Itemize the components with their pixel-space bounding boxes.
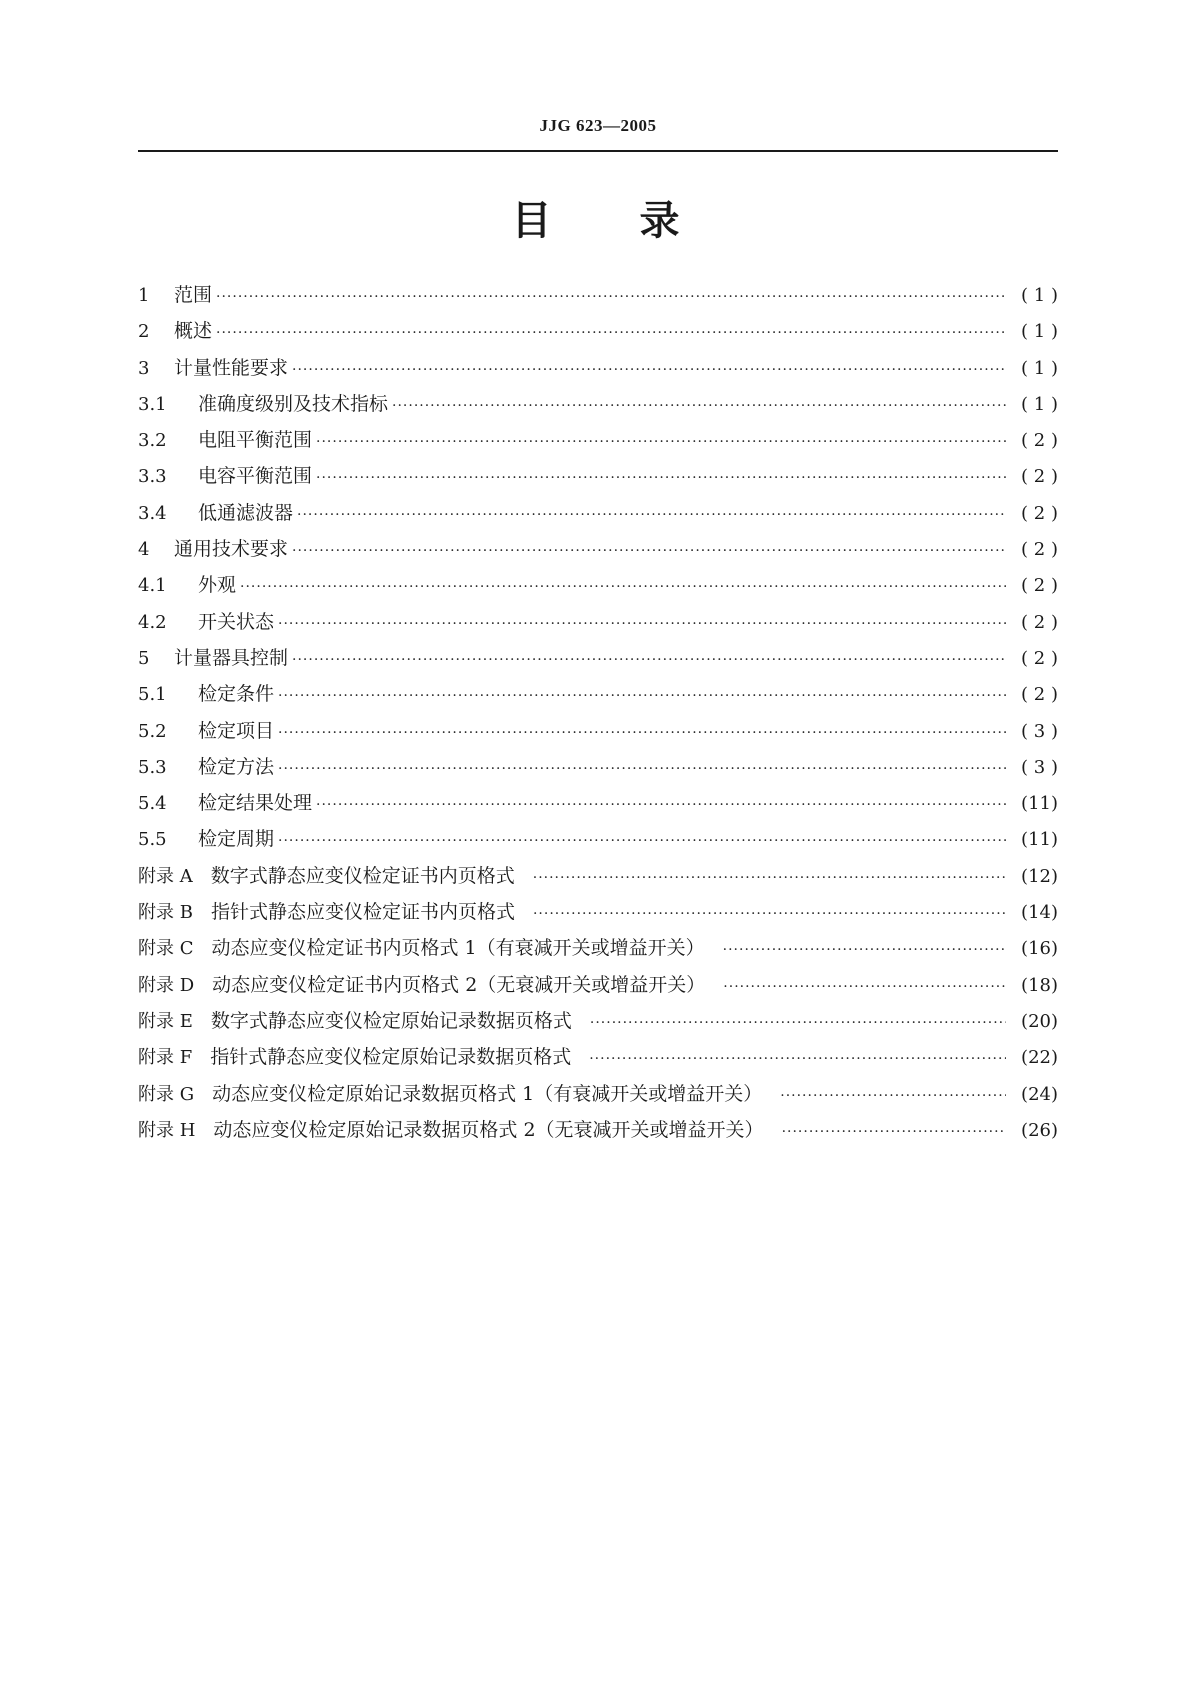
toc-entry-page: ( 2 ) bbox=[1021, 539, 1058, 561]
toc-dot-leader bbox=[316, 424, 1006, 460]
toc-entry[interactable] bbox=[138, 749, 1058, 785]
toc-entry-label: 概述 bbox=[174, 320, 213, 343]
toc-entry[interactable] bbox=[138, 531, 1058, 567]
document-code: JJG 623—2005 bbox=[539, 116, 657, 135]
toc-entry-label: 动态应变仪检定原始记录数据页格式 2（无衰减开关或增益开关） bbox=[213, 1118, 764, 1141]
table-of-contents bbox=[138, 277, 1058, 1148]
toc-entry[interactable] bbox=[138, 785, 1058, 821]
toc-entry[interactable] bbox=[138, 277, 1058, 313]
toc-entry-number: 5.1 bbox=[138, 684, 167, 706]
toc-entry-page: (14) bbox=[1021, 902, 1058, 924]
toc-entry[interactable] bbox=[138, 676, 1058, 712]
toc-entry-page: (11) bbox=[1021, 793, 1058, 815]
toc-entry-label: 开关状态 bbox=[198, 610, 275, 633]
toc-dot-leader bbox=[297, 497, 1006, 533]
page-header bbox=[138, 112, 1058, 152]
toc-entry-number: 1 bbox=[138, 285, 150, 306]
toc-entry-label: 检定周期 bbox=[198, 828, 275, 851]
toc-entry-label: 低通滤波器 bbox=[198, 501, 294, 524]
toc-entry-page: ( 3 ) bbox=[1021, 720, 1058, 742]
toc-entry-label: 动态应变仪检定证书内页格式 1（有衰减开关或增益开关） bbox=[211, 937, 705, 960]
toc-entry-page: ( 2 ) bbox=[1021, 647, 1058, 669]
toc-entry-label: 范围 bbox=[174, 284, 213, 306]
toc-entry-page: ( 2 ) bbox=[1021, 466, 1058, 488]
toc-entry[interactable] bbox=[138, 821, 1058, 857]
toc-dot-leader bbox=[216, 315, 1006, 351]
toc-entry-label: 电容平衡范围 bbox=[198, 465, 313, 488]
toc-entry[interactable] bbox=[138, 458, 1058, 494]
toc-entry-label: 外观 bbox=[198, 574, 237, 597]
toc-entry-label: 动态应变仪检定原始记录数据页格式 1（有衰减开关或增益开关） bbox=[212, 1082, 763, 1105]
toc-entry-label: 指针式静态应变仪检定原始记录数据页格式 bbox=[210, 1046, 572, 1069]
toc-entry-page: ( 2 ) bbox=[1021, 575, 1058, 597]
toc-entry[interactable] bbox=[138, 713, 1058, 749]
toc-entry-number: 附录 C bbox=[138, 938, 194, 960]
toc-entry-label: 计量性能要求 bbox=[174, 356, 289, 379]
toc-entry-page: ( 2 ) bbox=[1021, 430, 1058, 452]
toc-entry-number: 2 bbox=[138, 321, 150, 343]
toc-title-part2: 录 bbox=[639, 198, 680, 244]
toc-entry-label: 电阻平衡范围 bbox=[198, 429, 313, 452]
toc-entry-page: (18) bbox=[1021, 974, 1058, 996]
toc-entry-number: 3.1 bbox=[138, 393, 167, 415]
toc-dot-leader bbox=[278, 606, 1006, 642]
toc-entry-number: 5.5 bbox=[138, 829, 167, 851]
toc-entry-label: 数字式静态应变仪检定原始记录数据页格式 bbox=[210, 1009, 572, 1032]
toc-entry-page: ( 1 ) bbox=[1021, 393, 1058, 415]
toc-entry[interactable] bbox=[138, 604, 1058, 640]
toc-dot-leader bbox=[278, 678, 1006, 714]
toc-entry[interactable] bbox=[138, 1003, 1058, 1039]
toc-entry-page: (24) bbox=[1021, 1083, 1058, 1105]
toc-dot-leader bbox=[723, 932, 1006, 968]
toc-entry-number: 附录 H bbox=[138, 1119, 196, 1141]
toc-entry-page: (26) bbox=[1021, 1119, 1058, 1141]
toc-entry[interactable] bbox=[138, 967, 1058, 1003]
toc-entry[interactable] bbox=[138, 313, 1058, 349]
toc-entry-page: (16) bbox=[1021, 938, 1058, 960]
toc-entry-label: 检定项目 bbox=[198, 719, 275, 742]
toc-entry[interactable] bbox=[138, 567, 1058, 603]
toc-dot-leader bbox=[292, 352, 1006, 388]
toc-entry-number: 附录 B bbox=[138, 902, 193, 924]
toc-dot-leader bbox=[723, 969, 1006, 1005]
toc-entry-page: ( 3 ) bbox=[1021, 756, 1058, 778]
toc-dot-leader bbox=[240, 569, 1006, 605]
toc-dot-leader bbox=[292, 642, 1006, 678]
toc-entry[interactable] bbox=[138, 422, 1058, 458]
toc-entry-number: 3.2 bbox=[138, 430, 167, 452]
toc-entry-number: 5 bbox=[138, 647, 150, 669]
toc-entry[interactable] bbox=[138, 1039, 1058, 1075]
toc-entry-number: 附录 E bbox=[138, 1010, 193, 1032]
toc-dot-leader bbox=[316, 460, 1006, 496]
toc-entry-page: ( 2 ) bbox=[1021, 611, 1058, 633]
toc-entry-label: 检定条件 bbox=[198, 683, 275, 706]
toc-entry-number: 5.2 bbox=[138, 720, 167, 742]
toc-entry-number: 附录 A bbox=[138, 865, 193, 887]
toc-dot-leader bbox=[278, 715, 1006, 751]
toc-title bbox=[0, 196, 1191, 246]
toc-entry[interactable] bbox=[138, 386, 1058, 422]
toc-entry-number: 4 bbox=[138, 539, 150, 561]
toc-dot-leader bbox=[216, 279, 1006, 315]
toc-entry-page: ( 2 ) bbox=[1021, 502, 1058, 524]
toc-entry-page: (20) bbox=[1021, 1010, 1058, 1032]
toc-title-part1: 目 bbox=[511, 198, 552, 244]
toc-dot-leader bbox=[780, 1078, 1006, 1114]
toc-dot-leader bbox=[392, 388, 1006, 424]
toc-dot-leader bbox=[292, 533, 1006, 569]
toc-entry-number: 5.4 bbox=[138, 793, 167, 815]
toc-entry-label: 指针式静态应变仪检定证书内页格式 bbox=[210, 901, 515, 924]
toc-dot-leader bbox=[590, 1005, 1006, 1041]
toc-entry[interactable] bbox=[138, 640, 1058, 676]
toc-entry-label: 通用技术要求 bbox=[174, 538, 289, 561]
toc-dot-leader bbox=[278, 823, 1006, 859]
toc-entry-number: 附录 D bbox=[138, 974, 195, 996]
toc-entry[interactable] bbox=[138, 495, 1058, 531]
toc-entry-number: 4.1 bbox=[138, 575, 167, 597]
toc-entry[interactable] bbox=[138, 1076, 1058, 1112]
toc-dot-leader bbox=[589, 1041, 1006, 1077]
toc-entry-page: ( 1 ) bbox=[1021, 321, 1058, 343]
toc-entry[interactable] bbox=[138, 894, 1058, 930]
toc-entry-label: 准确度级别及技术指标 bbox=[198, 392, 389, 415]
toc-entry[interactable] bbox=[138, 858, 1058, 894]
toc-entry[interactable] bbox=[138, 350, 1058, 386]
toc-entry[interactable] bbox=[138, 1112, 1058, 1148]
toc-entry-number: 4.2 bbox=[138, 611, 167, 633]
toc-entry-number: 3 bbox=[138, 357, 150, 379]
toc-dot-leader bbox=[316, 787, 1006, 823]
toc-dot-leader bbox=[782, 1114, 1006, 1150]
toc-entry-label: 动态应变仪检定证书内页格式 2（无衰减开关或增益开关） bbox=[212, 973, 706, 996]
toc-dot-leader bbox=[278, 751, 1006, 787]
toc-entry-number: 3.3 bbox=[138, 466, 167, 488]
toc-entry-number: 附录 G bbox=[138, 1083, 195, 1105]
toc-entry[interactable] bbox=[138, 930, 1058, 966]
toc-entry-number: 3.4 bbox=[138, 502, 167, 524]
toc-dot-leader bbox=[533, 860, 1006, 896]
toc-entry-page: ( 2 ) bbox=[1021, 684, 1058, 706]
toc-entry-page: ( 1 ) bbox=[1021, 357, 1058, 379]
toc-entry-label: 计量器具控制 bbox=[174, 646, 289, 669]
toc-entry-page: (12) bbox=[1021, 865, 1058, 887]
toc-entry-page: (11) bbox=[1021, 829, 1058, 851]
toc-entry-label: 检定结果处理 bbox=[198, 792, 313, 815]
toc-entry-label: 数字式静态应变仪检定证书内页格式 bbox=[210, 864, 515, 887]
toc-entry-number: 5.3 bbox=[138, 756, 167, 778]
toc-entry-number: 附录 F bbox=[138, 1047, 193, 1069]
toc-dot-leader bbox=[533, 896, 1006, 932]
toc-entry-page: ( 1 ) bbox=[1021, 285, 1058, 306]
toc-entry-page: (22) bbox=[1021, 1047, 1058, 1069]
toc-entry-label: 检定方法 bbox=[198, 755, 275, 778]
